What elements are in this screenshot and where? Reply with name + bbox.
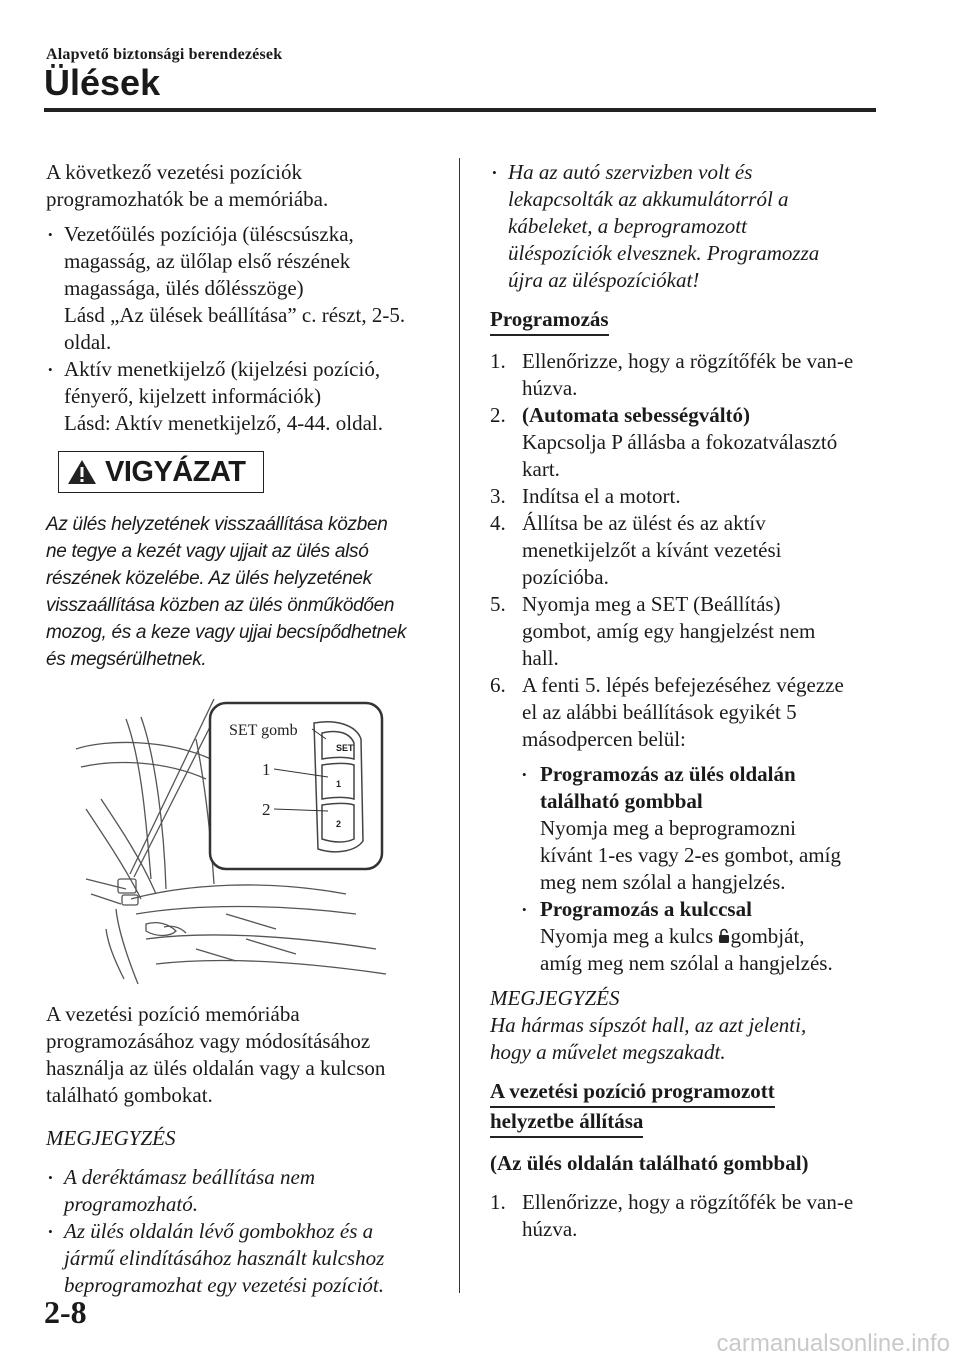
programming-heading: Programozás bbox=[490, 306, 609, 336]
step-5: 5. Nyomja meg a SET (Beállítás) gombot, amíg egy hangjelzést nem hall. bbox=[490, 592, 816, 670]
list-item: • A deréktámasz beállítása nem programozható. bbox=[46, 1164, 446, 1218]
list-item: • Vezetőülés pozíciója (üléscsúszka, magasság, az ülőlap első részének magassága, ülés dőlésszöge) Lásd „Az ülések beállítása” c. részt, 2-5. oldal. bbox=[46, 221, 446, 356]
button-1-label: 1 bbox=[336, 779, 342, 789]
warning-icon bbox=[67, 459, 97, 485]
watermark: carmanualsonline.info bbox=[716, 1330, 950, 1357]
page-number: 2-8 bbox=[44, 1294, 87, 1330]
set-button-callout: SET gomb bbox=[229, 722, 298, 739]
caution-badge bbox=[58, 451, 264, 493]
sub-options bbox=[490, 761, 890, 977]
seat-memory-figure bbox=[46, 699, 446, 987]
step-1: 1. Ellenőrizze, hogy a rögzítőfék be van-e húzva. bbox=[490, 349, 854, 400]
lock-icon bbox=[718, 928, 730, 944]
step-3: 3. Indítsa el a motort. bbox=[490, 484, 681, 508]
page-title: Ülések bbox=[44, 62, 161, 103]
restore-step-1: 1. Ellenőrizze, hogy a rögzítőfék be van-e húzva. bbox=[490, 1190, 854, 1241]
header-divider bbox=[44, 108, 876, 112]
button-2-label: 2 bbox=[336, 819, 342, 829]
list-item: • Az ülés oldalán lévő gombokhoz és a jármű elindításához használt kulcshoz beprogramozhat egy vezetési pozíciót. bbox=[46, 1218, 446, 1299]
note-block: MEGJEGYZÉS Ha hármas sípszót hall, az azt jelenti, hogy a művelet megszakadt. bbox=[490, 985, 890, 1066]
set-button-label: SET bbox=[336, 743, 354, 753]
note-title: MEGJEGYZÉS bbox=[490, 986, 620, 1010]
right-column bbox=[490, 159, 890, 1243]
list-item: • Aktív menetkijelző (kijelzési pozíció, fényerő, kijelzett információk) Lásd: Aktív menetkijelző, 4-44. oldal. bbox=[46, 356, 446, 437]
step-4: 4. Állítsa be az ülést és az aktív menetkijelzőt a kívánt vezetési pozícióba. bbox=[490, 511, 782, 589]
list-item: • Ha az autó szervizben volt és lekapcsolták az akkumulátorról a kábeleket, a beprogramozott üléspozíciók elvesznek. Programozza újra az üléspozíciókat! bbox=[490, 159, 890, 294]
section-label: Alapvető biztonsági berendezések bbox=[46, 46, 283, 63]
restore-subheading: (Az ülés oldalán található gombbal) bbox=[490, 1151, 809, 1175]
callout-2: 2 bbox=[262, 800, 271, 819]
callout-1: 1 bbox=[262, 760, 271, 779]
intro-paragraph: A következő vezetési pozíciók programozhatók be a memóriába. bbox=[46, 160, 329, 211]
seat-illustration bbox=[46, 699, 446, 987]
after-figure-paragraph: A vezetési pozíció memóriába programozásához vagy módosításához használja az ülés oldalán vagy a kulcson található gombokat. bbox=[46, 1002, 386, 1107]
caution-label: VIGYÁZAT bbox=[105, 455, 246, 488]
list-item: • Programozás az ülés oldalán található gombbal Nyomja meg a beprogramozni kívánt 1-es vagy 2-es gombot, amíg meg nem szólal a hangjelzés. bbox=[522, 761, 890, 896]
left-column bbox=[46, 159, 446, 1299]
step-6: 6. A fenti 5. lépés befejezéséhez végezze el az alábbi beállítások egyikét 5 másodpercen belül: bbox=[490, 673, 844, 751]
caution-text: Az ülés helyzetének visszaállítása közben ne tegye a kezét vagy ujjait az ülés alsó részének közelébe. Az ülés helyzetének visszaállítása közben az ülés önműködően mozog, és a keze vagy ujjai becsípődhetnek és megsérülhetnek. bbox=[46, 514, 407, 670]
column-divider bbox=[459, 158, 460, 1293]
note-title: MEGJEGYZÉS bbox=[46, 1126, 176, 1150]
step-2: 2. (Automata sebességváltó) Kapcsolja P állásba a fokozatválasztó kart. bbox=[490, 403, 838, 481]
list-item: • Programozás a kulccsal Nyomja meg a kulcs gombját, amíg meg nem szólal a hangjelzés. bbox=[522, 896, 890, 977]
restore-heading: A vezetési pozíció programozott helyzetbe állítása bbox=[490, 1078, 890, 1138]
